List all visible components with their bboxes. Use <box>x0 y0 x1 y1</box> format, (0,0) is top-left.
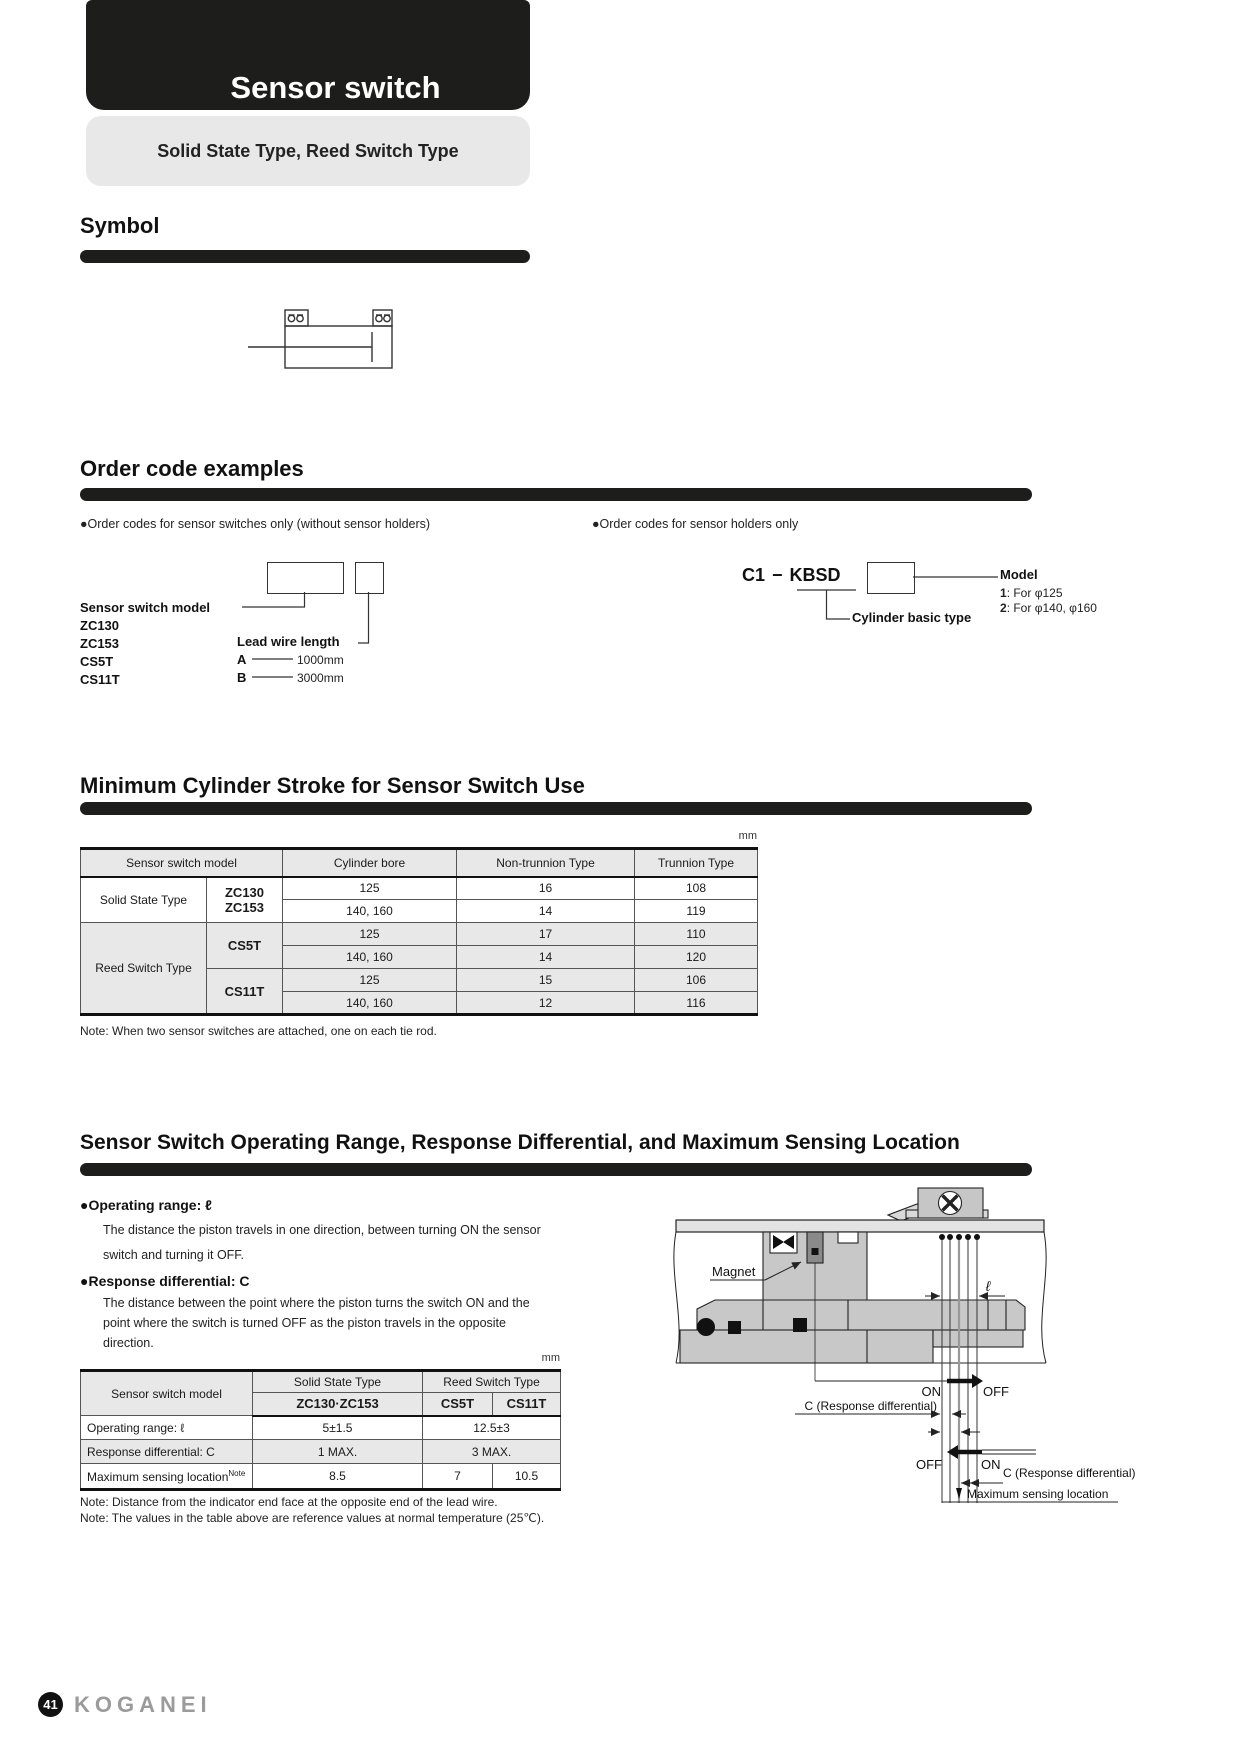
cell-solid: 5±1.5 <box>253 1416 423 1440</box>
brand-logo: KOGANEI <box>74 1692 212 1717</box>
cell-trunnion: 116 <box>635 992 758 1015</box>
cell-bore: 125 <box>283 877 457 900</box>
operating-note: Note: The values in the table above are reference values at normal temperature (25℃). <box>80 1511 545 1525</box>
cell-bore: 125 <box>283 923 457 946</box>
holder-code-dash: − <box>772 565 783 585</box>
response-differential-text-line: The distance between the point where the piston turns the switch ON and the <box>103 1296 530 1310</box>
subcol-cs11t: CS11T <box>493 1393 561 1416</box>
stroke-heading: Minimum Cylinder Stroke for Sensor Switch Use <box>80 773 585 798</box>
cylinder-symbol-diagram <box>240 300 400 375</box>
cell-non-trunnion: 12 <box>457 992 635 1015</box>
response-differential-text-line: direction. <box>103 1336 154 1350</box>
col-header-non-trunnion: Non-trunnion Type <box>457 849 635 877</box>
magnet <box>807 1232 823 1263</box>
stroke-rule <box>80 802 1032 815</box>
row-label: Operating range: ℓ <box>81 1416 253 1440</box>
lead-code: B <box>237 670 247 685</box>
response-differential-text-line: point where the switch is turned OFF as the piston travels in the opposite <box>103 1316 506 1330</box>
response-differential-label: C (Response differential) <box>804 1399 937 1413</box>
holder-model-option <box>1000 587 1063 599</box>
cell-trunnion: 110 <box>635 923 758 946</box>
col-header-model: Sensor switch model <box>81 1371 253 1416</box>
cell-bore: 140, 160 <box>283 946 457 969</box>
break-line-right <box>1042 1232 1046 1363</box>
operating-range-diagram <box>590 1180 1150 1510</box>
model-option: ZC153 <box>80 636 120 651</box>
model-option: CS5T <box>80 654 114 669</box>
symbol-heading: Symbol <box>80 213 160 238</box>
unit-label: mm <box>541 1352 560 1364</box>
option-text: : For φ140, φ160 <box>1006 601 1097 615</box>
subcol-cs5t: CS5T <box>423 1393 493 1416</box>
cell-trunnion: 106 <box>635 969 758 992</box>
cell-bore: 125 <box>283 969 457 992</box>
cell-non-trunnion: 15 <box>457 969 635 992</box>
cell-non-trunnion: 16 <box>457 877 635 900</box>
model-cell: CS5T <box>207 923 283 969</box>
col-header-bore: Cylinder bore <box>283 849 457 877</box>
operating-range-bullet-title: ●Operating range: ℓ <box>80 1197 212 1213</box>
sensing-position-lines <box>939 1234 980 1503</box>
col-header-solid: Solid State Type <box>253 1371 423 1393</box>
row-label-text: Maximum sensing location <box>87 1469 229 1484</box>
cell-trunnion: 119 <box>635 900 758 923</box>
operating-range-symbol: ℓ <box>985 1278 991 1294</box>
col-header-trunnion: Trunnion Type <box>635 849 758 877</box>
cell-cs5t: 7 <box>423 1464 493 1490</box>
cell-cs11t: 10.5 <box>493 1464 561 1490</box>
model-option: ZC130 <box>80 618 120 633</box>
operating-rule <box>80 1163 1032 1176</box>
cell-non-trunnion: 14 <box>457 946 635 969</box>
on-off-arrow <box>947 1374 983 1388</box>
page-number-badge: 41 <box>38 1692 63 1717</box>
operating-range-table <box>80 1369 561 1491</box>
seal <box>793 1318 807 1332</box>
order-connector-lines <box>80 560 1032 695</box>
order-heading: Order code examples <box>80 456 304 481</box>
model-name: ZC153 <box>224 899 265 915</box>
subcol-zc: ZC130·ZC153 <box>253 1393 423 1416</box>
model-option: CS11T <box>80 672 120 687</box>
model-cell <box>207 877 283 923</box>
option-text: : For φ125 <box>1006 586 1063 600</box>
rod-seal <box>697 1318 715 1336</box>
symbol-rule <box>80 250 530 263</box>
break-line-left <box>674 1232 679 1363</box>
cell-non-trunnion: 14 <box>457 900 635 923</box>
operating-heading: Sensor Switch Operating Range, Response Differential, and Maximum Sensing Location <box>80 1131 960 1154</box>
min-stroke-table <box>80 847 758 1016</box>
model-cell: CS11T <box>207 969 283 1015</box>
cylinder-tube-wall <box>676 1220 1044 1232</box>
magnet-label: Magnet <box>712 1264 756 1279</box>
cell-solid: 8.5 <box>253 1464 423 1490</box>
on-label: ON <box>981 1457 1001 1472</box>
lead-length: 3000mm <box>297 671 344 685</box>
holder-code-body: KBSD <box>789 565 841 585</box>
row-label: Response differential: C <box>81 1440 253 1464</box>
holder-code-prefix: C1 <box>742 565 766 585</box>
page-subtitle-box <box>86 116 530 186</box>
page-subtitle: Solid State Type, Reed Switch Type <box>157 140 459 161</box>
type-cell: Solid State Type <box>81 877 207 923</box>
unit-label: mm <box>738 830 757 842</box>
page-title: Sensor switch <box>230 70 441 105</box>
sensor-switch-icon <box>888 1188 988 1221</box>
cell-reed: 12.5±3 <box>423 1416 561 1440</box>
cell-reed: 3 MAX. <box>423 1440 561 1464</box>
cylinder-basic-type-label: Cylinder basic type <box>852 610 972 625</box>
order-left-bullet: ●Order codes for sensor switches only (without sensor holders) <box>80 517 431 531</box>
type-cell: Reed Switch Type <box>81 923 207 1015</box>
option-number: 2 <box>1000 601 1007 615</box>
stroke-table-note: Note: When two sensor switches are attached, one on each tie rod. <box>80 1024 437 1038</box>
cell-trunnion: 120 <box>635 946 758 969</box>
row-label <box>81 1464 253 1490</box>
lead-code: A <box>237 652 247 667</box>
cell-solid: 1 MAX. <box>253 1440 423 1464</box>
page-header-banner <box>86 0 530 110</box>
response-differential-bullet-title: ●Response differential: C <box>80 1273 250 1289</box>
holder-model-option <box>1000 602 1097 614</box>
operating-range-text-line: The distance the piston travels in one direction, between turning ON the sensor <box>103 1223 541 1237</box>
sensor-switch-model-label: Sensor switch model <box>80 600 211 615</box>
operating-range-text-line: switch and turning it OFF. <box>103 1248 245 1262</box>
col-header-model: Sensor switch model <box>81 849 283 877</box>
holder-order-code <box>742 566 841 584</box>
down-arrow <box>956 1488 962 1499</box>
model-name: ZC130 <box>224 884 265 900</box>
lead-length: 1000mm <box>297 653 344 667</box>
cell-trunnion: 108 <box>635 877 758 900</box>
lead-wire-length-label: Lead wire length <box>237 634 340 649</box>
order-right-bullet: ●Order codes for sensor holders only <box>592 517 799 531</box>
cell-bore: 140, 160 <box>283 992 457 1015</box>
option-number: 1 <box>1000 586 1007 600</box>
off-label: OFF <box>983 1384 1009 1399</box>
holder-model-label: Model <box>1000 567 1038 582</box>
note-superscript: Note <box>228 1468 246 1478</box>
piston-assembly <box>680 1232 1025 1363</box>
operating-note: Note: Distance from the indicator end face at the opposite end of the lead wire. <box>80 1495 498 1509</box>
col-header-reed: Reed Switch Type <box>423 1371 561 1393</box>
on-label: ON <box>921 1384 941 1399</box>
cell-bore: 140, 160 <box>283 900 457 923</box>
max-sensing-location-label: Maximum sensing location <box>967 1487 1109 1501</box>
cell-non-trunnion: 17 <box>457 923 635 946</box>
off-label: OFF <box>916 1457 942 1472</box>
seal <box>728 1321 741 1334</box>
order-rule <box>80 488 1032 501</box>
response-differential-label: C (Response differential) <box>1003 1466 1136 1480</box>
